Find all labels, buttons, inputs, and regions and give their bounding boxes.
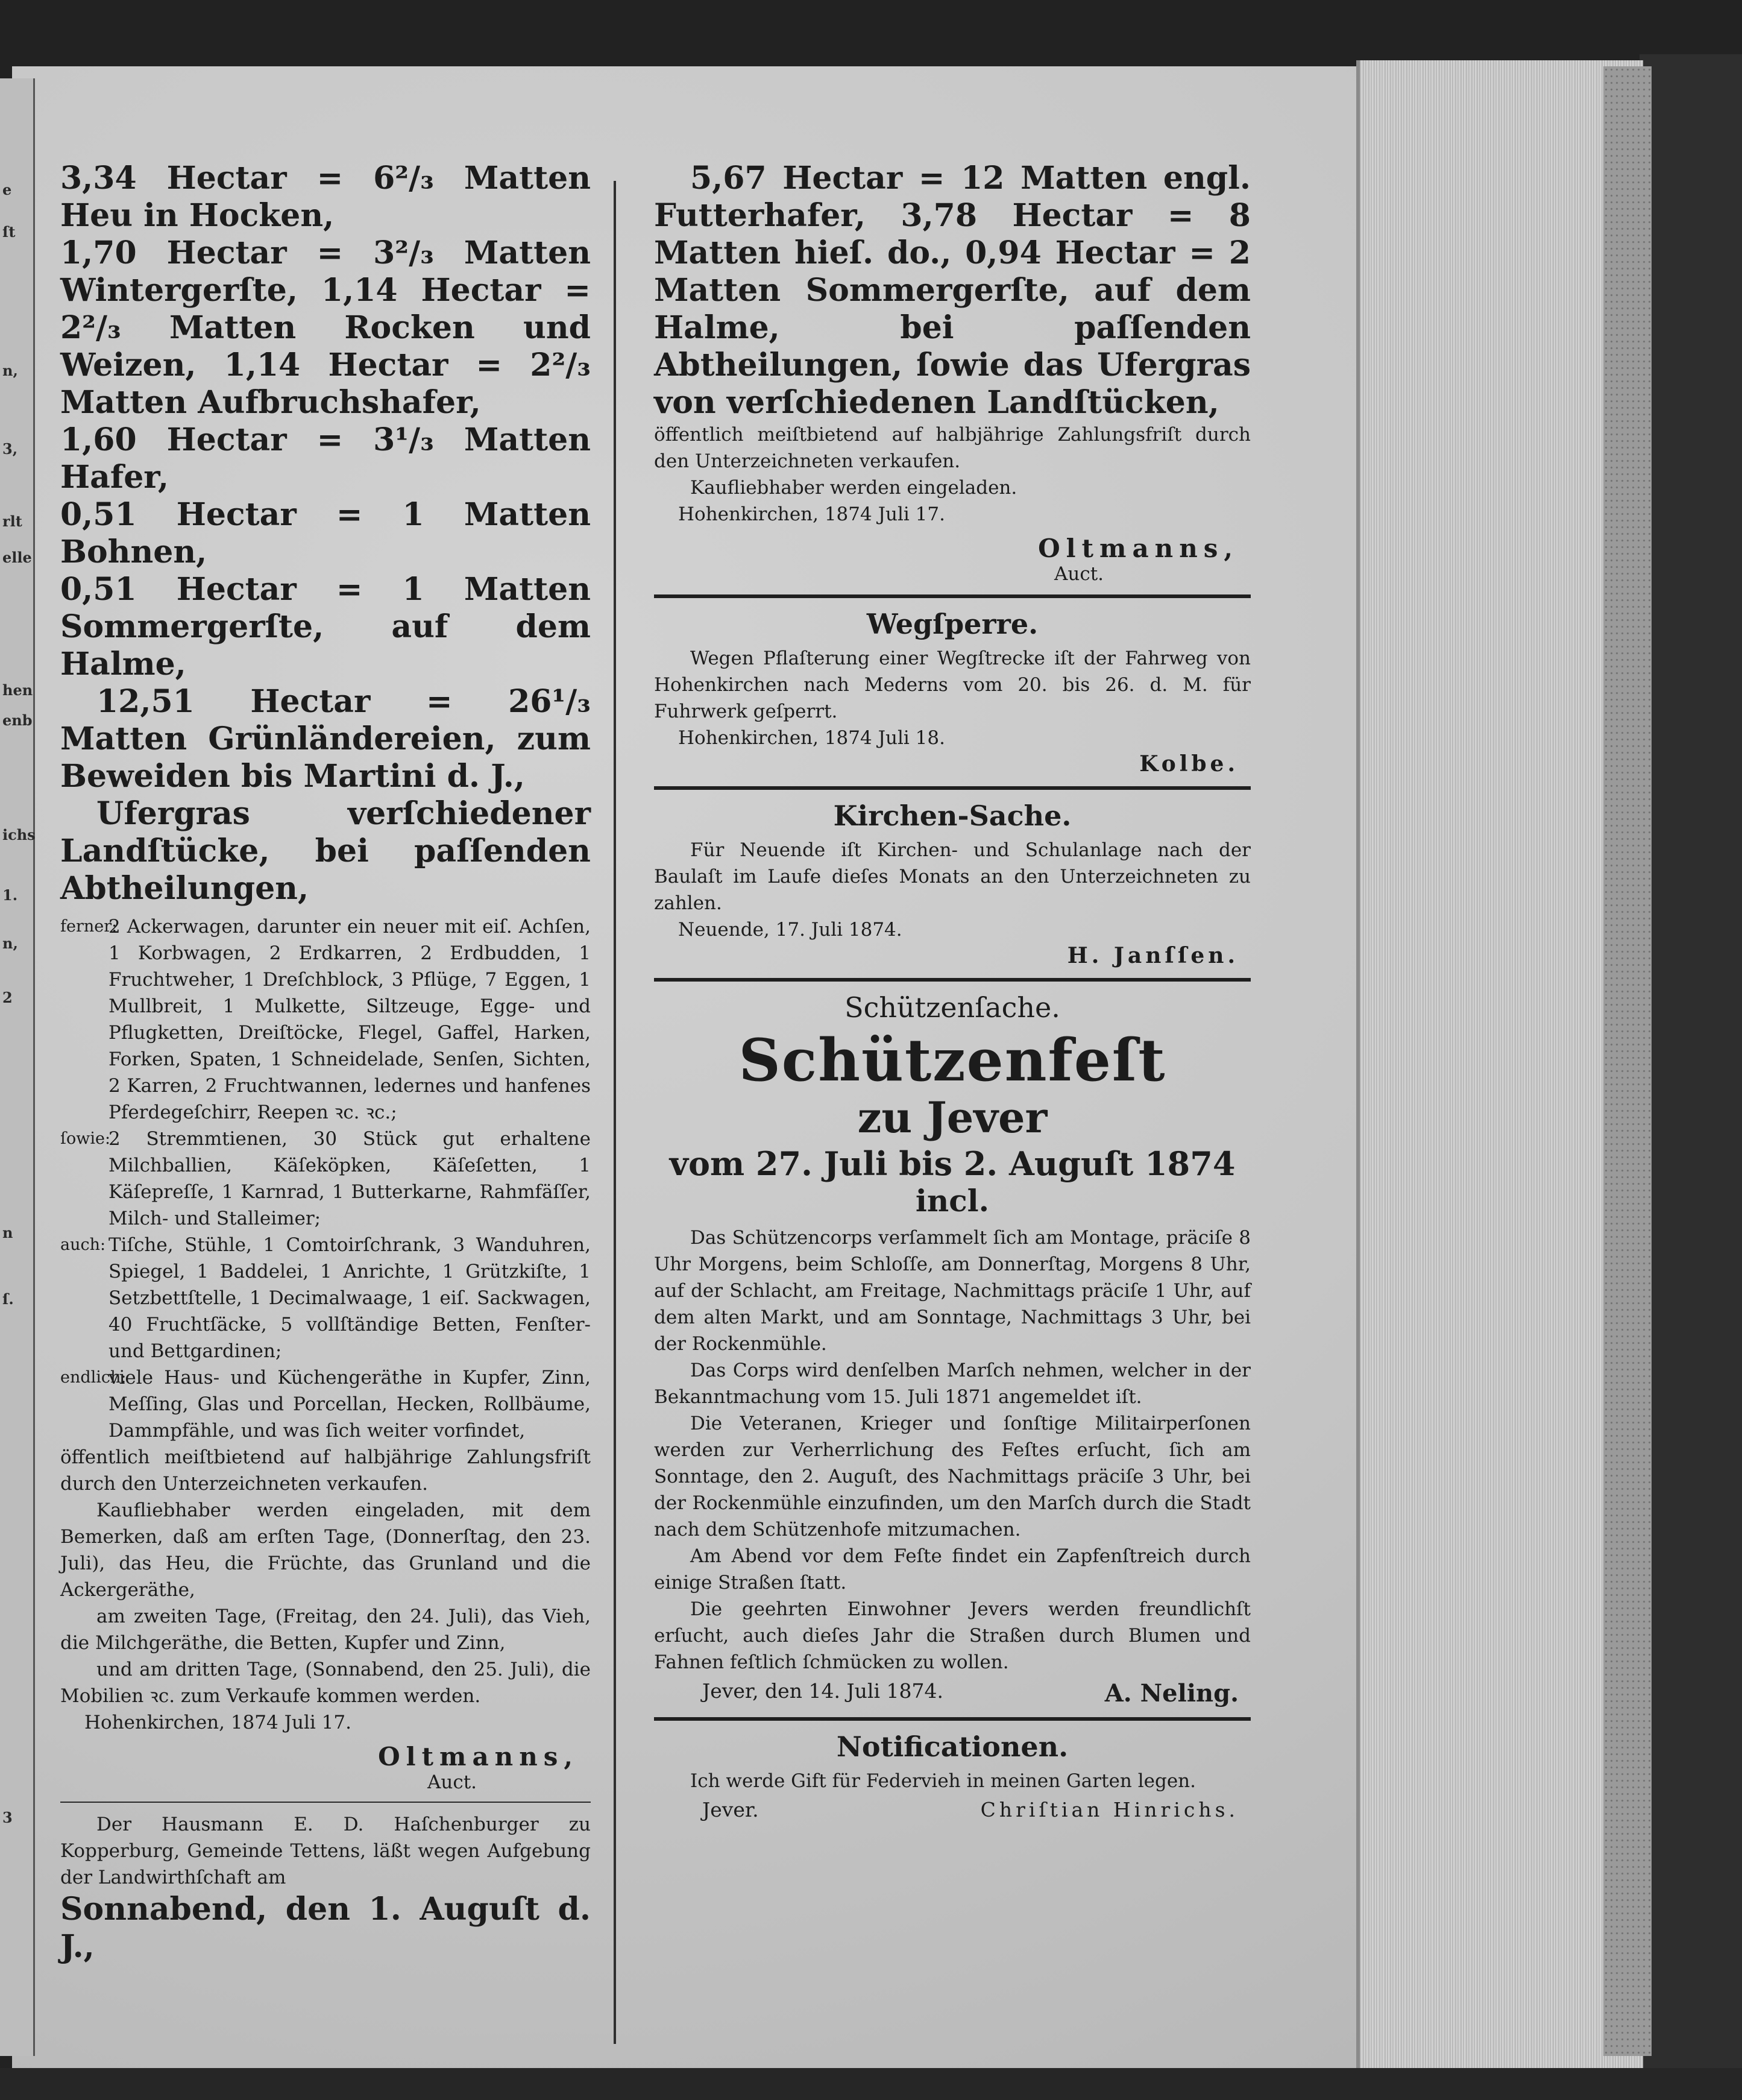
next-notice-date-text: Sonnabend, den 1. Auguſt d. J., bbox=[60, 1891, 591, 1965]
schuetzenfest-location: zu Jever bbox=[857, 1093, 1048, 1143]
lots-list bbox=[60, 160, 591, 907]
kirchen-signer: H. Janſſen. bbox=[1067, 943, 1239, 968]
scan-bottom-edge bbox=[0, 2068, 1742, 2100]
right-auctioneer-title: Auct. bbox=[1054, 563, 1104, 585]
strip-fragment: n, bbox=[2, 362, 18, 379]
inventory-text: 2 Stremmtienen, 30 Stück gut erhaltene Milchballien, Käſeköpken, Käſeſetten, 1 Käſepreſſe, 1 Karnrad, 1 Butterkarne, Rahmfäſſer, Milch- und Stalleimer; bbox=[108, 1128, 591, 1229]
previous-page-strip bbox=[0, 78, 35, 2056]
schuetzenfest-dates: vom 27. Juli bis 2. Auguſt 1874 bbox=[669, 1144, 1236, 1183]
inventory-item bbox=[60, 1364, 591, 1444]
schuetzenfest-paragraph: Am Abend vor dem Feſte findet ein Zapfenſtreich durch einige Straßen ſtatt. bbox=[654, 1545, 1251, 1594]
right-column bbox=[654, 160, 1251, 1821]
schuetzenfest-date: Jever, den 14. Juli 1874. bbox=[702, 1679, 943, 1703]
auctioneer-signature: Oltmanns, bbox=[378, 1742, 579, 1771]
section-rule bbox=[654, 594, 1251, 598]
lot-paragraph: 1,70 Hectar = 3²/₃ Matten Wintergerſte, 1,14 Hectar = 2²/₃ Matten Rocken und Weizen, 1,14 Hectar = 2²/₃ Matten Aufbruchshafer, bbox=[60, 235, 591, 421]
right-lot-paragraph: 5,67 Hectar = 12 Matten engl. Futterhafer, 3,78 Hectar = 8 Matten hieſ. do., 0,94 Hectar = 2 Matten Sommergerſte, auf dem Halme, bei paſſenden Abtheilungen, ſowie das Ufergras von verſchiedenen Landſtücken, bbox=[654, 160, 1251, 421]
strip-fragment: ichs bbox=[2, 826, 36, 843]
wegsperre-notice bbox=[654, 645, 1251, 725]
strip-fragment: 3 bbox=[2, 1809, 13, 1826]
section-rule bbox=[654, 1717, 1251, 1721]
schuetzenfest-title: Schützenfeſt bbox=[738, 1026, 1166, 1094]
schuetzenfest-body bbox=[654, 1225, 1251, 1676]
column-divider bbox=[614, 181, 616, 2044]
second-day-note: am zweiten Tage, (Freitag, den 24. Juli), das Vieh, die Milchgeräthe, die Betten, Kupfer und Zinn, bbox=[60, 1606, 591, 1654]
schuetzen-heading: Schützenſache. bbox=[844, 991, 1060, 1024]
schuetzenfest-paragraph: Die geehrten Einwohner Jevers werden freundlichſt erſucht, auch dieſes Jahr die Straßen durch Blumen und Fahnen feſtlich ſchmücken zu wollen. bbox=[654, 1598, 1251, 1673]
schuetzenfest-paragraph: Das Corps wird denſelben Marſch nehmen, welcher in der Bekanntmachung vom 15. Juli 1871 angemeldet iſt. bbox=[654, 1360, 1251, 1408]
notifications-heading: Notificationen. bbox=[836, 1730, 1069, 1763]
kirchen-notice bbox=[654, 837, 1251, 916]
buyers-note: Kaufliebhaber werden eingeladen, mit dem Bemerken, daß am erſten Tage, (Donnerſtag, den 23. Juli), das Heu, die Früchte, das Grunland und die Ackergeräthe, bbox=[60, 1499, 591, 1601]
book-cover-speckle bbox=[1603, 66, 1652, 2056]
notifications-signer: Chriſtian Hinrichs. bbox=[980, 1798, 1239, 1821]
wegsperre-body: Wegen Pflaſterung einer Wegſtrecke iſt der Fahrweg von Hohenkirchen nach Mederns vom 20. bis 26. d. M. für Fuhrwerk geſperrt. bbox=[654, 648, 1251, 722]
next-notice-date bbox=[60, 1891, 591, 1966]
strip-fragment: elle bbox=[2, 549, 32, 566]
lot-paragraph: 3,34 Hectar = 6²/₃ Matten Heu in Hocken, bbox=[60, 160, 591, 234]
strip-fragment: n bbox=[2, 1224, 13, 1241]
right-notice-date: Hohenkirchen, 1874 Juli 17. bbox=[678, 503, 945, 525]
notifications-place: Jever. bbox=[702, 1798, 759, 1821]
right-buyers-note: Kaufliebhaber werden eingeladen. bbox=[690, 477, 1017, 499]
lot-paragraph: 12,51 Hectar = 26¹/₃ Matten Grünländereien, zum Beweiden bis Martini d. J., bbox=[60, 683, 591, 795]
inventory-text: 2 Ackerwagen, darunter ein neuer mit eiſ. Achſen, 1 Korbwagen, 2 Erdkarren, 2 Erdbudden, 1 Fruchtweher, 1 Dreſchblock, 3 Pflüge, 7 Eggen, 1 Mullbreit, 1 Mulkette, Siltzeuge, Egge- und Pflugketten, Dreiſtöcke, Flegel, Gaffel, Harken, Forken, Spaten, 1 Schneidelade, Senſen, Sichten, 2 Karren, 2 Fruchtwannen, ledernes und hanfenes Pferdegeſchirr, Reepen ꝛc. ꝛc.; bbox=[108, 916, 591, 1123]
strip-fragment: ſt bbox=[2, 223, 16, 241]
inventory-text: viele Haus- und Küchengeräthe in Kupfer, Zinn, Meſſing, Glas und Porcellan, Hecken, Rollbäume, Dammpfähle, und was ſich weiter vorfindet, bbox=[108, 1367, 591, 1442]
inventory-item bbox=[60, 913, 591, 1126]
inventory-label: ferner: bbox=[60, 917, 118, 936]
right-sale-terms: öffentlich meiſtbietend auf halbjährige Zahlungsfriſt durch den Unterzeichneten verkaufen. bbox=[654, 424, 1251, 472]
strip-fragment: rlt bbox=[2, 512, 22, 530]
next-notice bbox=[60, 1811, 591, 1891]
notice-date: Hohenkirchen, 1874 Juli 17. bbox=[84, 1712, 351, 1733]
schuetzenfest-paragraph: Die Veteranen, Krieger und ſonſtige Militairperſonen werden zur Verherrlichung des Feſtes erſucht, ſich am Sonntage, den 2. Auguſt, des Nachmittags präciſe 3 Uhr, bei der Rockenmühle einzufinden, um den Marſch durch die Stadt nach dem Schützenhofe mitzumachen. bbox=[654, 1413, 1251, 1540]
lot-paragraph: 0,51 Hectar = 1 Matten Sommergerſte, auf dem Halme, bbox=[60, 571, 591, 683]
strip-fragment: e bbox=[2, 181, 12, 198]
inventory-label: auch: bbox=[60, 1235, 106, 1254]
inventory-label: ſowie: bbox=[60, 1129, 111, 1148]
sale-terms: öffentlich meiſtbietend auf halbjährige Zahlungsfriſt durch den Unterzeichneten verkaufen. bbox=[60, 1446, 591, 1495]
inventory-label: endlich: bbox=[60, 1368, 127, 1387]
third-day-note: und am dritten Tage, (Sonnabend, den 25. Juli), die Mobilien ꝛc. zum Verkaufe kommen werden. bbox=[60, 1659, 591, 1707]
next-notice-text: Der Hausmann E. D. Haſchenburger zu Kopperburg, Gemeinde Tettens, läßt wegen Aufgebung der Landwirthſchaft am bbox=[60, 1814, 591, 1888]
schuetzenfest-incl: incl. bbox=[915, 1183, 990, 1219]
strip-fragment: 3, bbox=[2, 440, 18, 458]
wegsperre-date: Hohenkirchen, 1874 Juli 18. bbox=[678, 727, 945, 749]
notifications-body: Ich werde Gift für Federvieh in meinen Garten legen. bbox=[690, 1770, 1196, 1792]
lot-paragraph: Ufergras verſchiedener Landſtücke, bei paſſenden Abtheilungen, bbox=[60, 795, 591, 907]
notifications-footer bbox=[654, 1794, 1251, 1821]
kirchen-date: Neuende, 17. Juli 1874. bbox=[678, 919, 902, 941]
strip-fragment: 1. bbox=[2, 886, 18, 904]
book-cover bbox=[1640, 54, 1742, 2100]
sale-details bbox=[60, 1444, 591, 1709]
right-sale-details bbox=[654, 421, 1251, 501]
strip-fragment: hen bbox=[2, 681, 33, 699]
strip-fragment: ſ. bbox=[2, 1290, 14, 1308]
strip-fragment: n, bbox=[2, 935, 18, 952]
notifications-notice bbox=[654, 1768, 1251, 1794]
schuetzenfest-footer bbox=[654, 1676, 1251, 1707]
inventory-item bbox=[60, 1126, 591, 1232]
section-rule bbox=[654, 786, 1251, 790]
lot-paragraph: 1,60 Hectar = 3¹/₃ Matten Hafer, bbox=[60, 421, 591, 496]
schuetzenfest-signer: A. Neling. bbox=[1104, 1679, 1239, 1707]
book-page-edges bbox=[1356, 60, 1643, 2074]
right-lots bbox=[654, 160, 1251, 421]
schuetzenfest-paragraph: Das Schützencorps verſammelt ſich am Montage, präciſe 8 Uhr Morgens, beim Schloſſe, am Donnerſtag, Morgens 8 Uhr, auf der Schlacht, am Freitage, Nachmittags präciſe 1 Uhr, auf dem alten Markt, und am Sonntage, Nachmittags 3 Uhr, bei der Rockenmühle. bbox=[654, 1227, 1251, 1355]
lot-paragraph: 0,51 Hectar = 1 Matten Bohnen, bbox=[60, 496, 591, 570]
strip-fragment: 2 bbox=[2, 989, 13, 1006]
wegsperre-heading: Wegſperre. bbox=[866, 608, 1039, 640]
inventory-item bbox=[60, 1232, 591, 1364]
notice-separator bbox=[60, 1802, 591, 1803]
strip-fragment: enb bbox=[2, 711, 33, 729]
left-column bbox=[60, 160, 591, 1966]
inventory-text: Tiſche, Stühle, 1 Comtoirſchrank, 3 Wanduhren, Spiegel, 1 Baddelei, 1 Anrichte, 1 Grützkiſte, 1 Setzbettſtelle, 1 Decimalwaage, 1 eiſ. Sackwagen, 40 Fruchtſäcke, 5 vollſtändige Betten, Fenſter- und Bettgardinen; bbox=[108, 1234, 591, 1362]
auctioneer-title: Auct. bbox=[427, 1771, 477, 1793]
kirchen-heading: Kirchen-Sache. bbox=[833, 799, 1072, 832]
kirchen-body: Für Neuende iſt Kirchen- und Schulanlage nach der Baulaſt im Laufe dieſes Monats an den Unterzeichneten zu zahlen. bbox=[654, 839, 1251, 914]
wegsperre-signer: Kolbe. bbox=[1139, 751, 1239, 777]
section-rule bbox=[654, 978, 1251, 982]
right-auctioneer-signature: Oltmanns, bbox=[1038, 534, 1239, 563]
inventory-list bbox=[60, 913, 591, 1444]
